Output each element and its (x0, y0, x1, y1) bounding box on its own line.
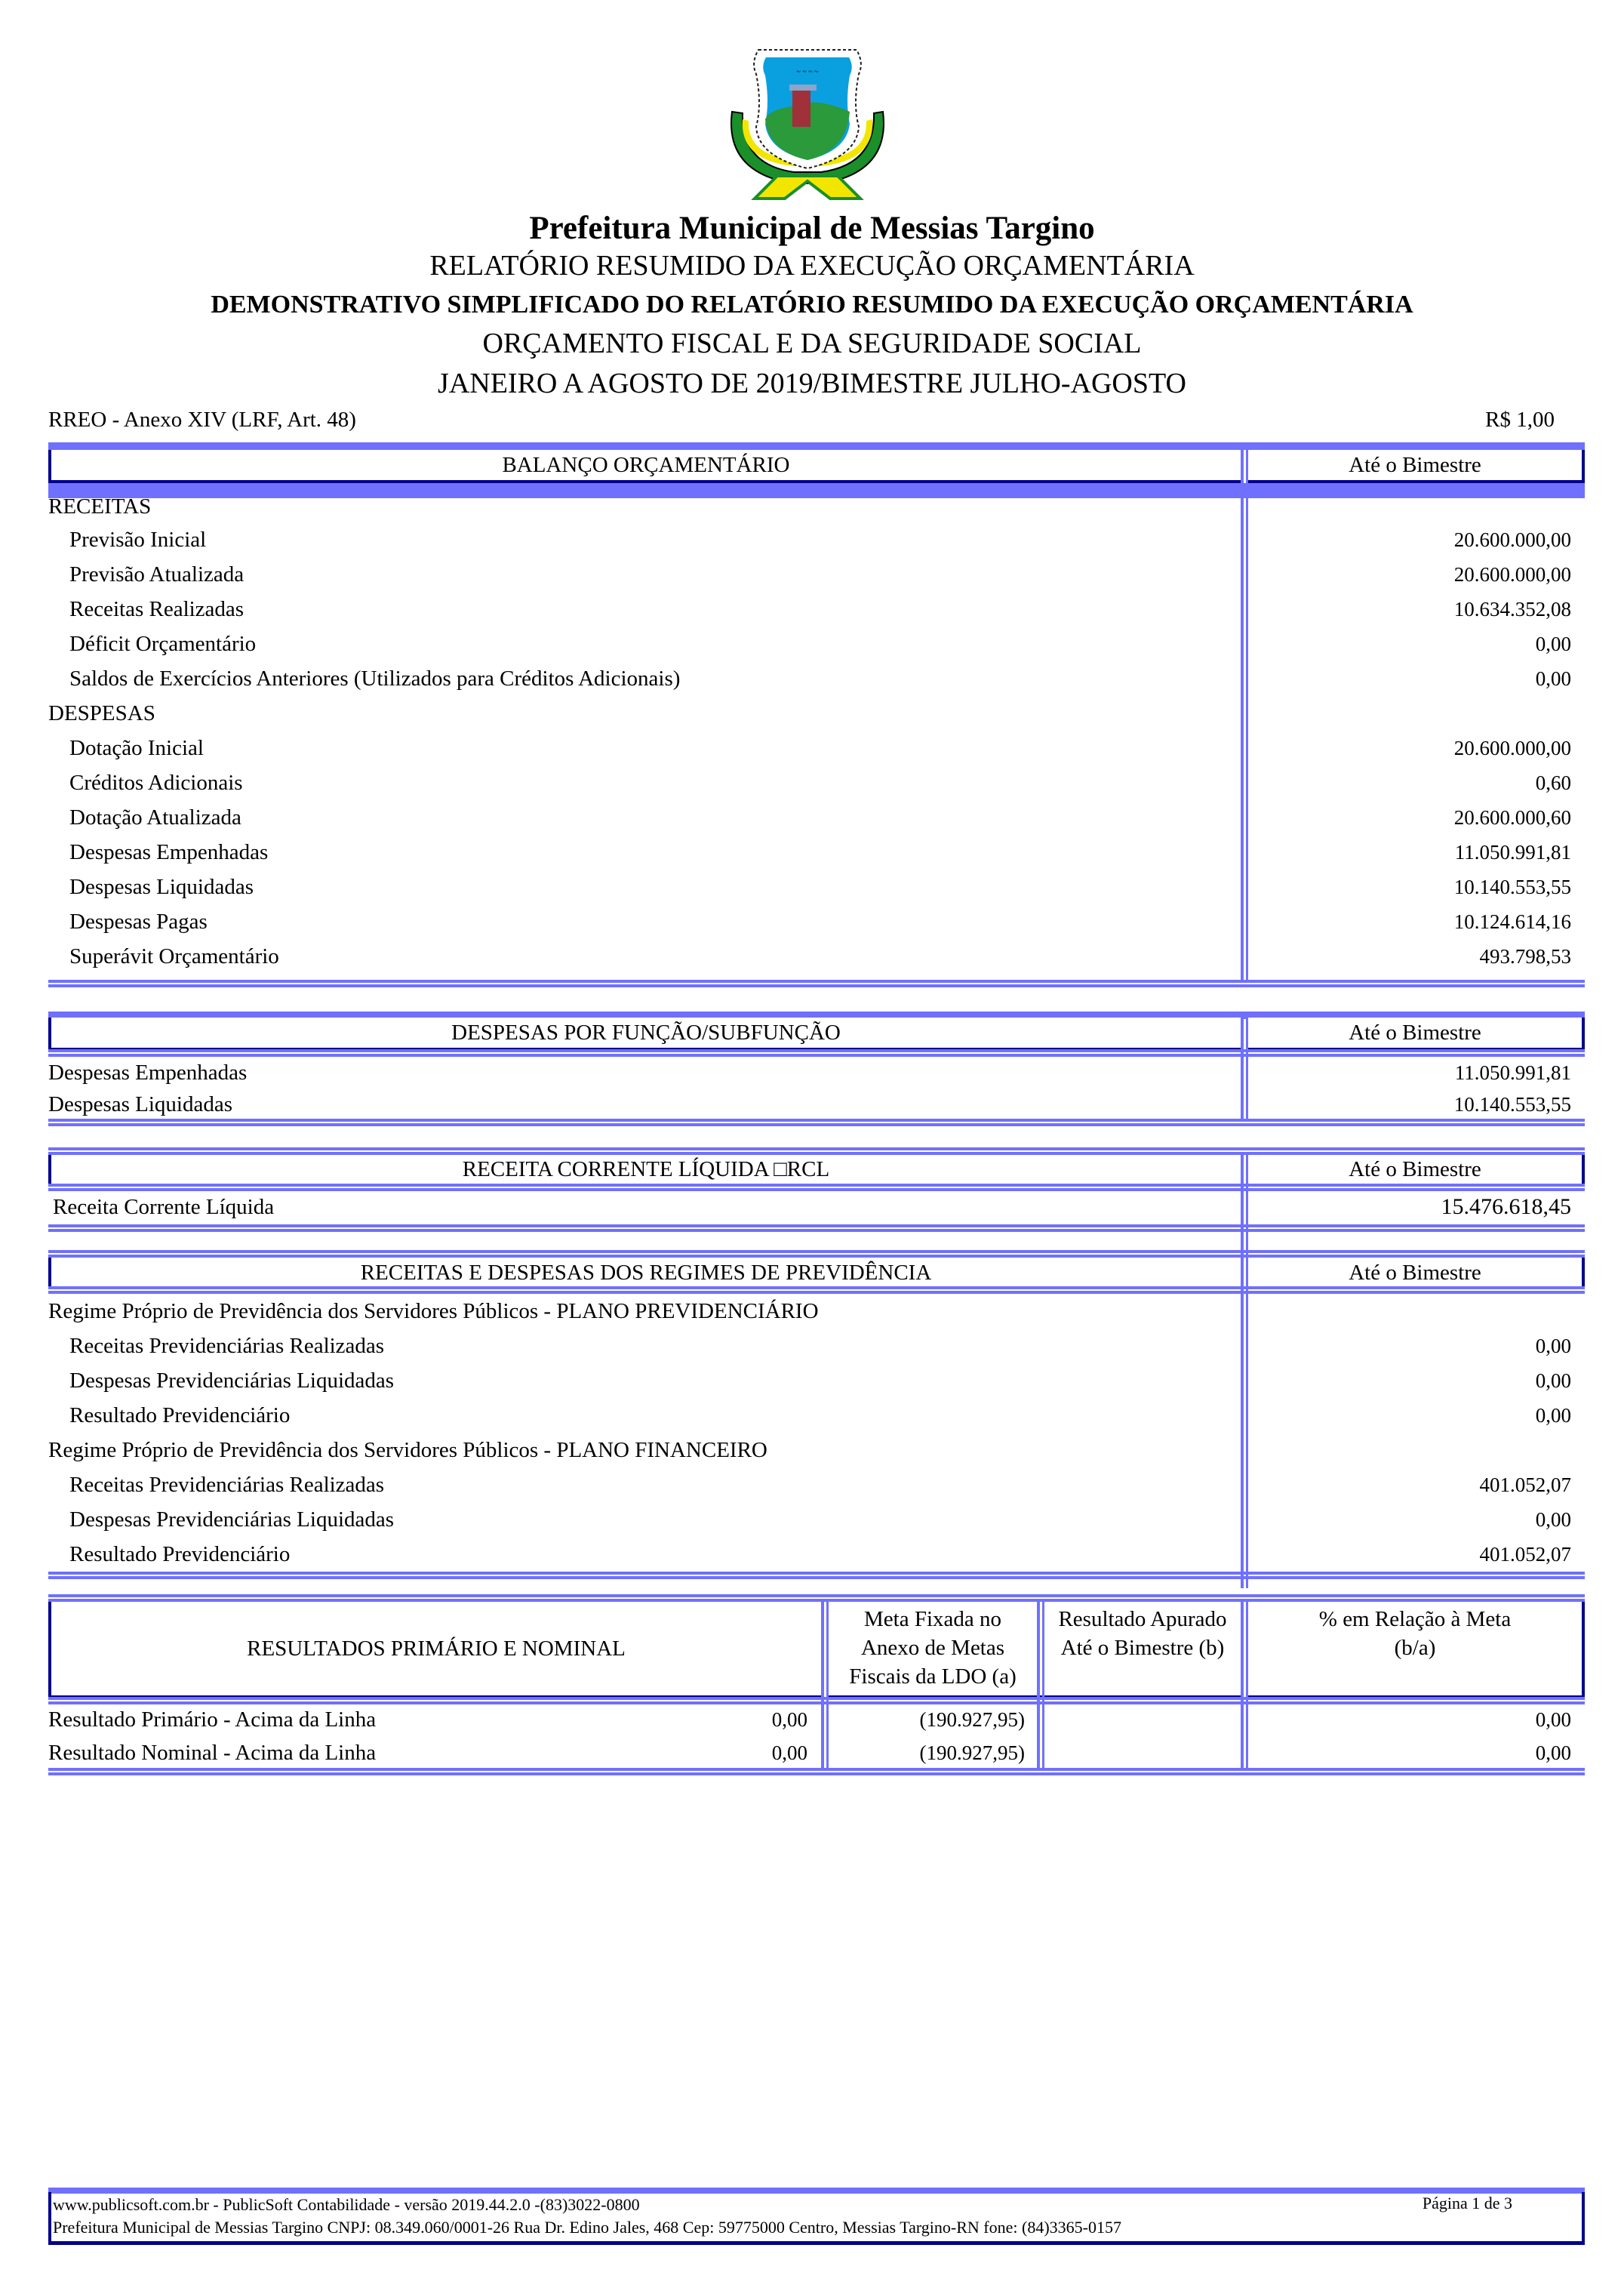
section-receitas: RECEITAS (48, 494, 152, 519)
rcl-table (48, 1147, 1585, 1261)
table-row: Superávit Orçamentário 493.798,53 (69, 944, 1571, 968)
footer-address: Prefeitura Municipal de Messias Targino CNPJ: 08.349.060/0001-26 Rua Dr. Edino Jales, 468 Cep: 59775000 Centro, Messias Targino-RN fone: (84)3365-0157 (53, 2218, 1121, 2237)
balanco-header-title: BALANÇO ORÇAMENTÁRIO (51, 450, 1241, 480)
table-row: Despesas Previdenciárias Liquidadas 0,00 (69, 1507, 1571, 1532)
table-row: Despesas Liquidadas 10.140.553,55 (69, 875, 1571, 899)
table-row: Despesas Pagas 10.124.614,16 (69, 910, 1571, 934)
table-row: Previsão Atualizada 20.600.000,00 (69, 562, 1571, 587)
resultados-header-title: RESULTADOS PRIMÁRIO E NOMINAL (51, 1602, 821, 1695)
footer-software-info: www.publicsoft.com.br - PublicSoft Contabilidade - versão 2019.44.2.0 -(83)3022-0800 (53, 2195, 640, 2214)
report-budget-scope: ORÇAMENTO FISCAL E DA SEGURIDADE SOCIAL (482, 328, 1142, 359)
table-row: Resultado Primário - Acima da Linha 0,00 (190.927,95) 0,00 (48, 1707, 1571, 1732)
svg-text:~ ~ ~ ~: ~ ~ ~ ~ (796, 68, 819, 76)
table-row: Saldos de Exercícios Anteriores (Utilizados para Créditos Adicionais) 0,00 (69, 667, 1571, 691)
funcao-header-period: Até o Bimestre (1248, 1018, 1582, 1048)
annex-reference: RREO - Anexo XIV (LRF, Art. 48) (48, 408, 356, 432)
table-row: Despesas Empenhadas 11.050.991,81 (48, 1061, 1571, 1085)
previdencia-group-previdenciario: Regime Próprio de Previdência dos Servidores Públicos - PLANO PREVIDENCIÁRIO (48, 1299, 819, 1323)
table-row: Previsão Inicial 20.600.000,00 (69, 528, 1571, 552)
page-number: Página 1 de 3 (1422, 2194, 1512, 2212)
table-row: Receitas Realizadas 10.634.352,08 (69, 597, 1571, 621)
table-row: Receitas Previdenciárias Realizadas 0,00 (69, 1334, 1571, 1358)
previdencia-header-title: RECEITAS E DESPESAS DOS REGIMES DE PREVIDÊNCIA (51, 1258, 1241, 1288)
funcao-header-title: DESPESAS POR FUNÇÃO/SUBFUNÇÃO (51, 1018, 1241, 1048)
table-row: Déficit Orçamentário 0,00 (69, 632, 1571, 656)
report-demonstrativo-title: DEMONSTRATIVO SIMPLIFICADO DO RELATÓRIO RESUMIDO DA EXECUÇÃO ORÇAMENTÁRIA (211, 291, 1413, 319)
previdencia-group-financeiro: Regime Próprio de Previdência dos Servidores Públicos - PLANO FINANCEIRO (48, 1438, 767, 1462)
report-subtitle: RELATÓRIO RESUMIDO DA EXECUÇÃO ORÇAMENTÁRIA (429, 250, 1195, 282)
table-row: Despesas Empenhadas 11.050.991,81 (69, 840, 1571, 864)
table-row: Despesas Liquidadas 10.140.553,55 (48, 1092, 1571, 1116)
table-row: Resultado Previdenciário 0,00 (69, 1403, 1571, 1427)
table-row: Despesas Previdenciárias Liquidadas 0,00 (69, 1369, 1571, 1393)
municipal-coat-of-arms-logo (724, 44, 890, 202)
resultados-header-apurado: Resultado Apurado Até o Bimestre (b) (1044, 1605, 1241, 1694)
table-row: Resultado Nominal - Acima da Linha 0,00 (190.927,95) 0,00 (48, 1741, 1571, 1765)
table-row: Receitas Previdenciárias Realizadas 401.052,07 (69, 1473, 1571, 1497)
table-row: Dotação Inicial 20.600.000,00 (69, 736, 1571, 760)
table-row: Dotação Atualizada 20.600.000,60 (69, 805, 1571, 830)
page-title: Prefeitura Municipal de Messias Targino (529, 211, 1095, 246)
table-row: Receita Corrente Líquida 15.476.618,45 (53, 1194, 1571, 1219)
rcl-header-period: Até o Bimestre (1248, 1155, 1582, 1184)
resultados-table (48, 1594, 1585, 1775)
previdencia-header-period: Até o Bimestre (1248, 1258, 1582, 1288)
table-row: Créditos Adicionais 0,60 (69, 771, 1571, 795)
rcl-header-title: RECEITA CORRENTE LÍQUIDA □RCL (51, 1155, 1241, 1184)
coat-of-arms-icon (724, 44, 890, 202)
previdencia-table (48, 1250, 1585, 1590)
balanco-orcamentario-table (48, 442, 1585, 990)
section-despesas: DESPESAS (48, 701, 155, 725)
resultados-header-meta: Meta Fixada no Anexo de Metas Fiscais da LDO (a) (829, 1605, 1037, 1694)
despesas-funcao-table (48, 1012, 1585, 1125)
table-row: Resultado Previdenciário 401.052,07 (69, 1542, 1571, 1566)
report-period: JANEIRO A AGOSTO DE 2019/BIMESTRE JULHO-AGOSTO (438, 368, 1186, 399)
page-footer (48, 2192, 1585, 2245)
currency-unit: R$ 1,00 (1485, 408, 1555, 432)
resultados-header-percent: % em Relação à Meta (b/a) (1248, 1605, 1582, 1694)
balanco-header-period: Até o Bimestre (1248, 450, 1582, 480)
